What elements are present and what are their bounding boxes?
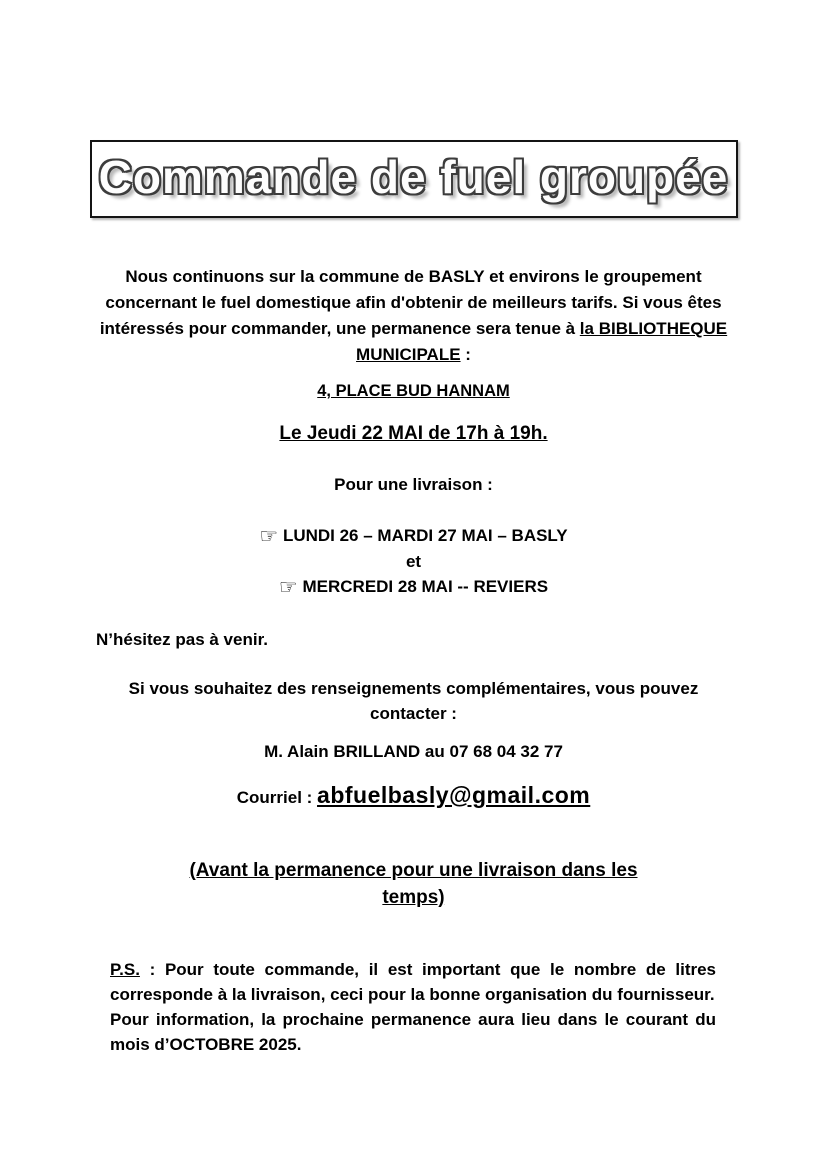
delivery-line-2 (0, 576, 827, 598)
ps-text: Pour toute commande, il est important que le nombre de litres corresponde à la livraison, ceci pour la bonne organisation du fournisseur. (110, 960, 717, 1004)
note-text: (Avant la permanence pour une livraison dans les temps) (189, 860, 638, 908)
intro-text: Nous continuons sur la commune de BASLY et environs le groupement concernant le fuel domestique afin d'obtenir de meilleurs tarifs. Si vous êtes intéressés pour commander, une permanence sera tenue à (99, 267, 722, 338)
intro-colon: : (460, 345, 471, 364)
address-line (0, 382, 827, 401)
note-line (179, 857, 649, 911)
ps-separator: : (139, 960, 165, 979)
schedule-text: Le Jeudi 22 MAI de 17h à 19h. (279, 423, 548, 444)
invitation-line: N’hésitez pas à venir. (96, 630, 268, 649)
email-address: abfuelbasly@gmail.com (317, 782, 591, 808)
intro-paragraph (92, 264, 736, 368)
pointing-hand-icon: ☞ (259, 525, 279, 548)
delivery-line-2-text: MERCREDI 28 MAI -- REVIERS (302, 577, 549, 596)
delivery-separator: et (405, 552, 422, 571)
postscript-block (110, 957, 716, 1057)
address-text: 4, PLACE BUD HANNAM (317, 382, 510, 400)
info-paragraph: Pour information, la prochaine permanence aura lieu dans le courant du mois d’OCTOBRE 2025. (110, 1010, 716, 1054)
delivery-heading: Pour une livraison : (334, 475, 493, 494)
email-row (0, 782, 827, 809)
delivery-line-1-text: LUNDI 26 – MARDI 27 MAI – BASLY (282, 526, 568, 545)
contact-line: M. Alain BRILLAND au 07 68 04 32 77 (264, 742, 563, 761)
title-box (90, 140, 738, 218)
page-title: Commande de fuel groupée (98, 151, 729, 203)
email-label: Courriel : (236, 788, 313, 807)
pointing-hand-icon: ☞ (278, 576, 298, 599)
postscript-paragraph (110, 957, 716, 1007)
schedule-line (0, 423, 827, 445)
delivery-line-1 (0, 525, 827, 547)
contact-intro: Si vous souhaitez des renseignements complémentaires, vous pouvez contacter : (128, 679, 699, 723)
ps-label: P.S. (110, 960, 140, 979)
intro-location: la BIBLIOTHEQUE MUNICIPALE (356, 319, 728, 364)
